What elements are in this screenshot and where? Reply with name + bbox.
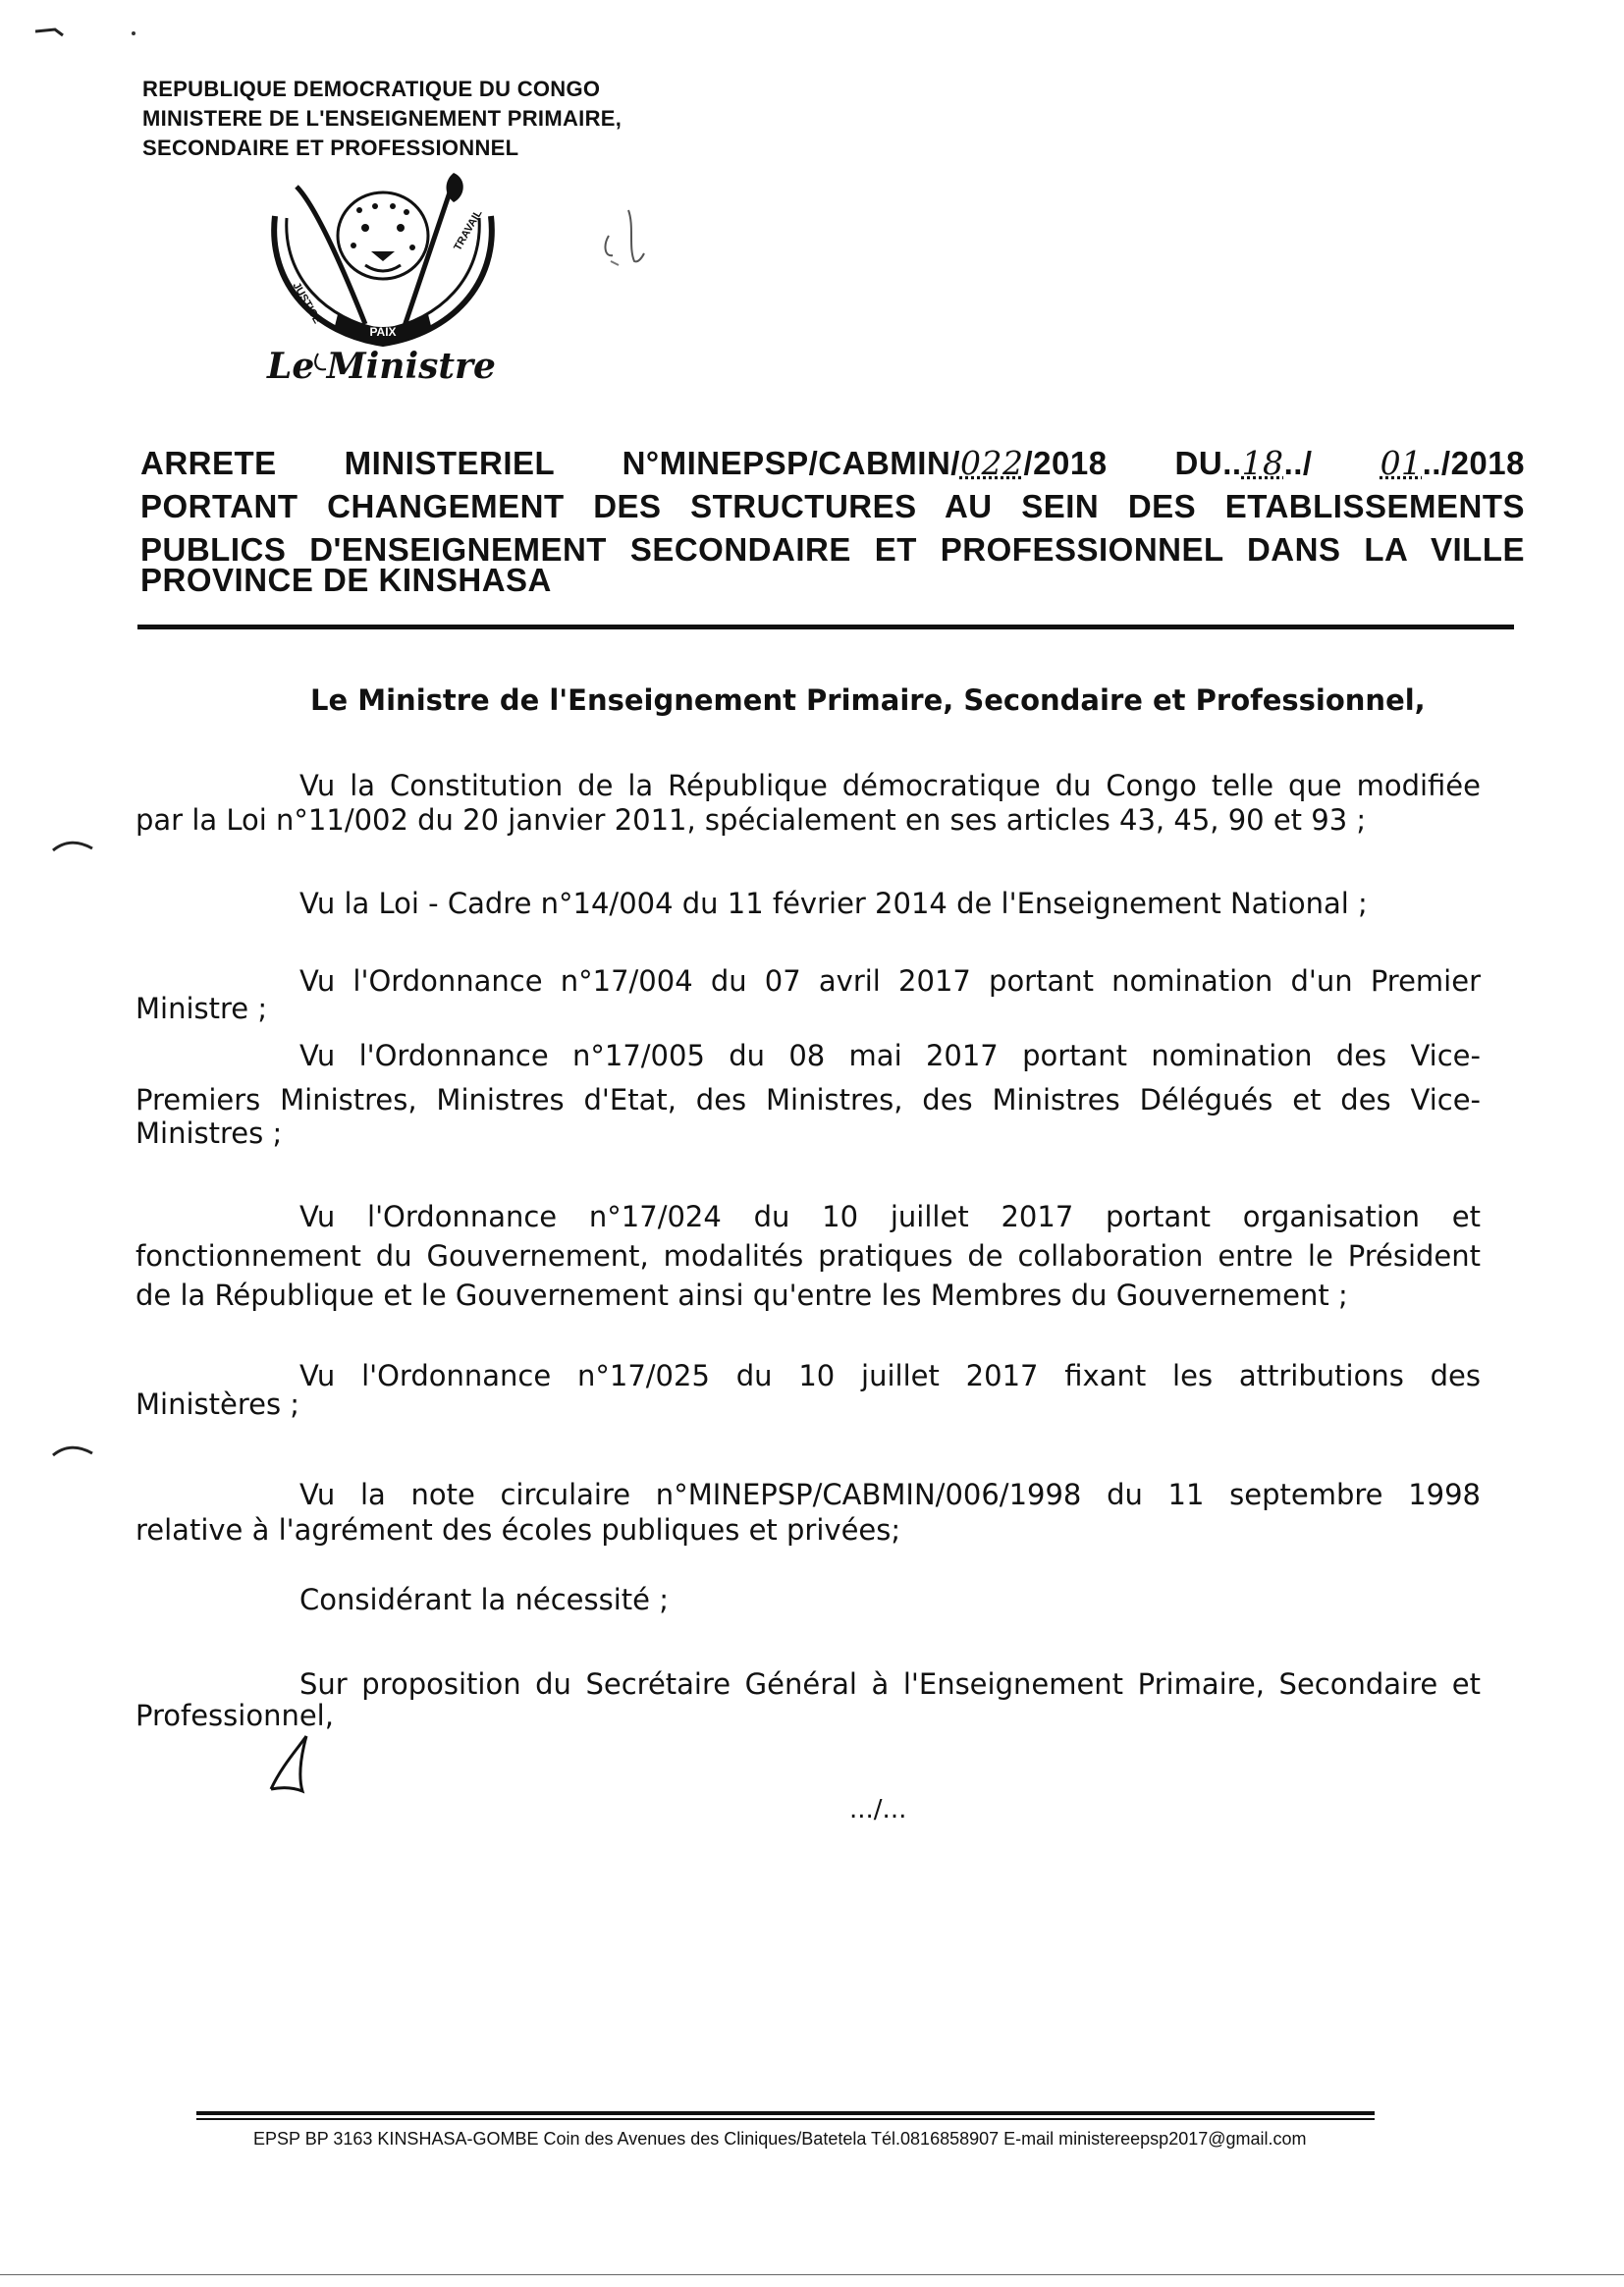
preamble-para5-line1: Vu l'Ordonnance n°17/024 du 10 juillet 2017 portant organisation et	[299, 1200, 1481, 1233]
decree-number-handwritten: 022	[959, 444, 1024, 482]
decree-title-line2: PORTANT CHANGEMENT DES STRUCTURES AU SEIN DES ETABLISSEMENTS	[140, 488, 1525, 524]
preamble-para1-line2: par la Loi n°11/002 du 20 janvier 2011, spécialement en ses articles 43, 45, 90 et 93 ;	[135, 803, 1367, 837]
preamble-para3-line2: Ministre ;	[135, 992, 268, 1025]
preamble-para3-line1: Vu l'Ordonnance n°17/004 du 07 avril 2017 portant nomination d'un Premier	[299, 964, 1481, 998]
preamble-para1-line1: Vu la Constitution de la République démocratique du Congo telle que modifiée	[299, 769, 1481, 802]
header-country: REPUBLIQUE DEMOCRATIQUE DU CONGO	[142, 77, 601, 101]
preamble-para9-line2: Professionnel,	[135, 1699, 334, 1732]
preamble-para8-line1: Considérant la nécessité ;	[299, 1583, 669, 1616]
decree-title-line1: ARRETE MINISTERIEL N°MINEPSP/CABMIN/022/2018 DU..18../ 01../2018	[140, 444, 1525, 482]
decree-title-line3: PUBLICS D'ENSEIGNEMENT SECONDAIRE ET PROFESSIONNEL DANS LA VILLE	[140, 531, 1525, 568]
header-ministry-line2: SECONDAIRE ET PROFESSIONNEL	[142, 136, 519, 160]
page-bottom-edge	[0, 2274, 1624, 2275]
signature-block-label: Le Ministre	[267, 346, 496, 387]
preamble-para6-line2: Ministères ;	[135, 1388, 300, 1421]
svg-text:TRAVAIL: TRAVAIL	[452, 207, 485, 253]
title-divider	[137, 625, 1514, 629]
preamble-para5-line3: de la République et le Gouvernement ainsi qu'entre les Membres du Gouvernement ;	[135, 1279, 1348, 1312]
handwritten-mark-icon	[589, 196, 668, 275]
preamble-para5-line2: fonctionnement du Gouvernement, modalités pratiques de collaboration entre le Président	[135, 1239, 1481, 1273]
margin-mark-icon	[51, 839, 94, 852]
scan-mark-icon	[35, 22, 153, 51]
page-continuation-marker: .../...	[849, 1795, 907, 1824]
preamble-heading: Le Ministre de l'Enseignement Primaire, Secondaire et Professionnel,	[310, 683, 1426, 717]
coat-of-arms-emblem	[257, 167, 513, 373]
preamble-para2-line1: Vu la Loi - Cadre n°14/004 du 11 février 2014 de l'Enseignement National ;	[299, 887, 1368, 920]
svg-text:PAIX: PAIX	[369, 325, 397, 339]
footer-divider-thin	[196, 2118, 1375, 2120]
preamble-para9-line1: Sur proposition du Secrétaire Général à l'Enseignement Primaire, Secondaire et	[299, 1667, 1481, 1701]
preamble-para6-line1: Vu l'Ordonnance n°17/025 du 10 juillet 2017 fixant les attributions des	[299, 1359, 1481, 1392]
preamble-para4-line3: Ministres ;	[135, 1116, 283, 1150]
preamble-para4-line1: Vu l'Ordonnance n°17/005 du 08 mai 2017 portant nomination des Vice-	[299, 1039, 1481, 1072]
preamble-para7-line1: Vu la note circulaire n°MINEPSP/CABMIN/006/1998 du 11 septembre 1998	[299, 1478, 1481, 1511]
footer-address: EPSP BP 3163 KINSHASA-GOMBE Coin des Avenues des Cliniques/Batetela Tél.0816858907 E-mail ministereepsp2017@gmail.com	[253, 2129, 1307, 2149]
svg-text:JUSTICE: JUSTICE	[290, 280, 324, 326]
margin-mark-icon	[51, 1443, 94, 1457]
handwritten-initials-icon	[263, 1728, 322, 1807]
preamble-para4-line2: Premiers Ministres, Ministres d'Etat, des Ministres, des Ministres Délégués et des Vice-	[135, 1083, 1481, 1116]
header-ministry-line1: MINISTERE DE L'ENSEIGNEMENT PRIMAIRE,	[142, 106, 623, 131]
decree-title-line4: PROVINCE DE KINSHASA	[140, 562, 552, 598]
decree-day-handwritten: 18	[1241, 444, 1284, 482]
preamble-para7-line2: relative à l'agrément des écoles publiques et privées;	[135, 1513, 901, 1547]
decree-month-handwritten: 01	[1380, 444, 1423, 482]
footer-divider	[196, 2111, 1375, 2115]
